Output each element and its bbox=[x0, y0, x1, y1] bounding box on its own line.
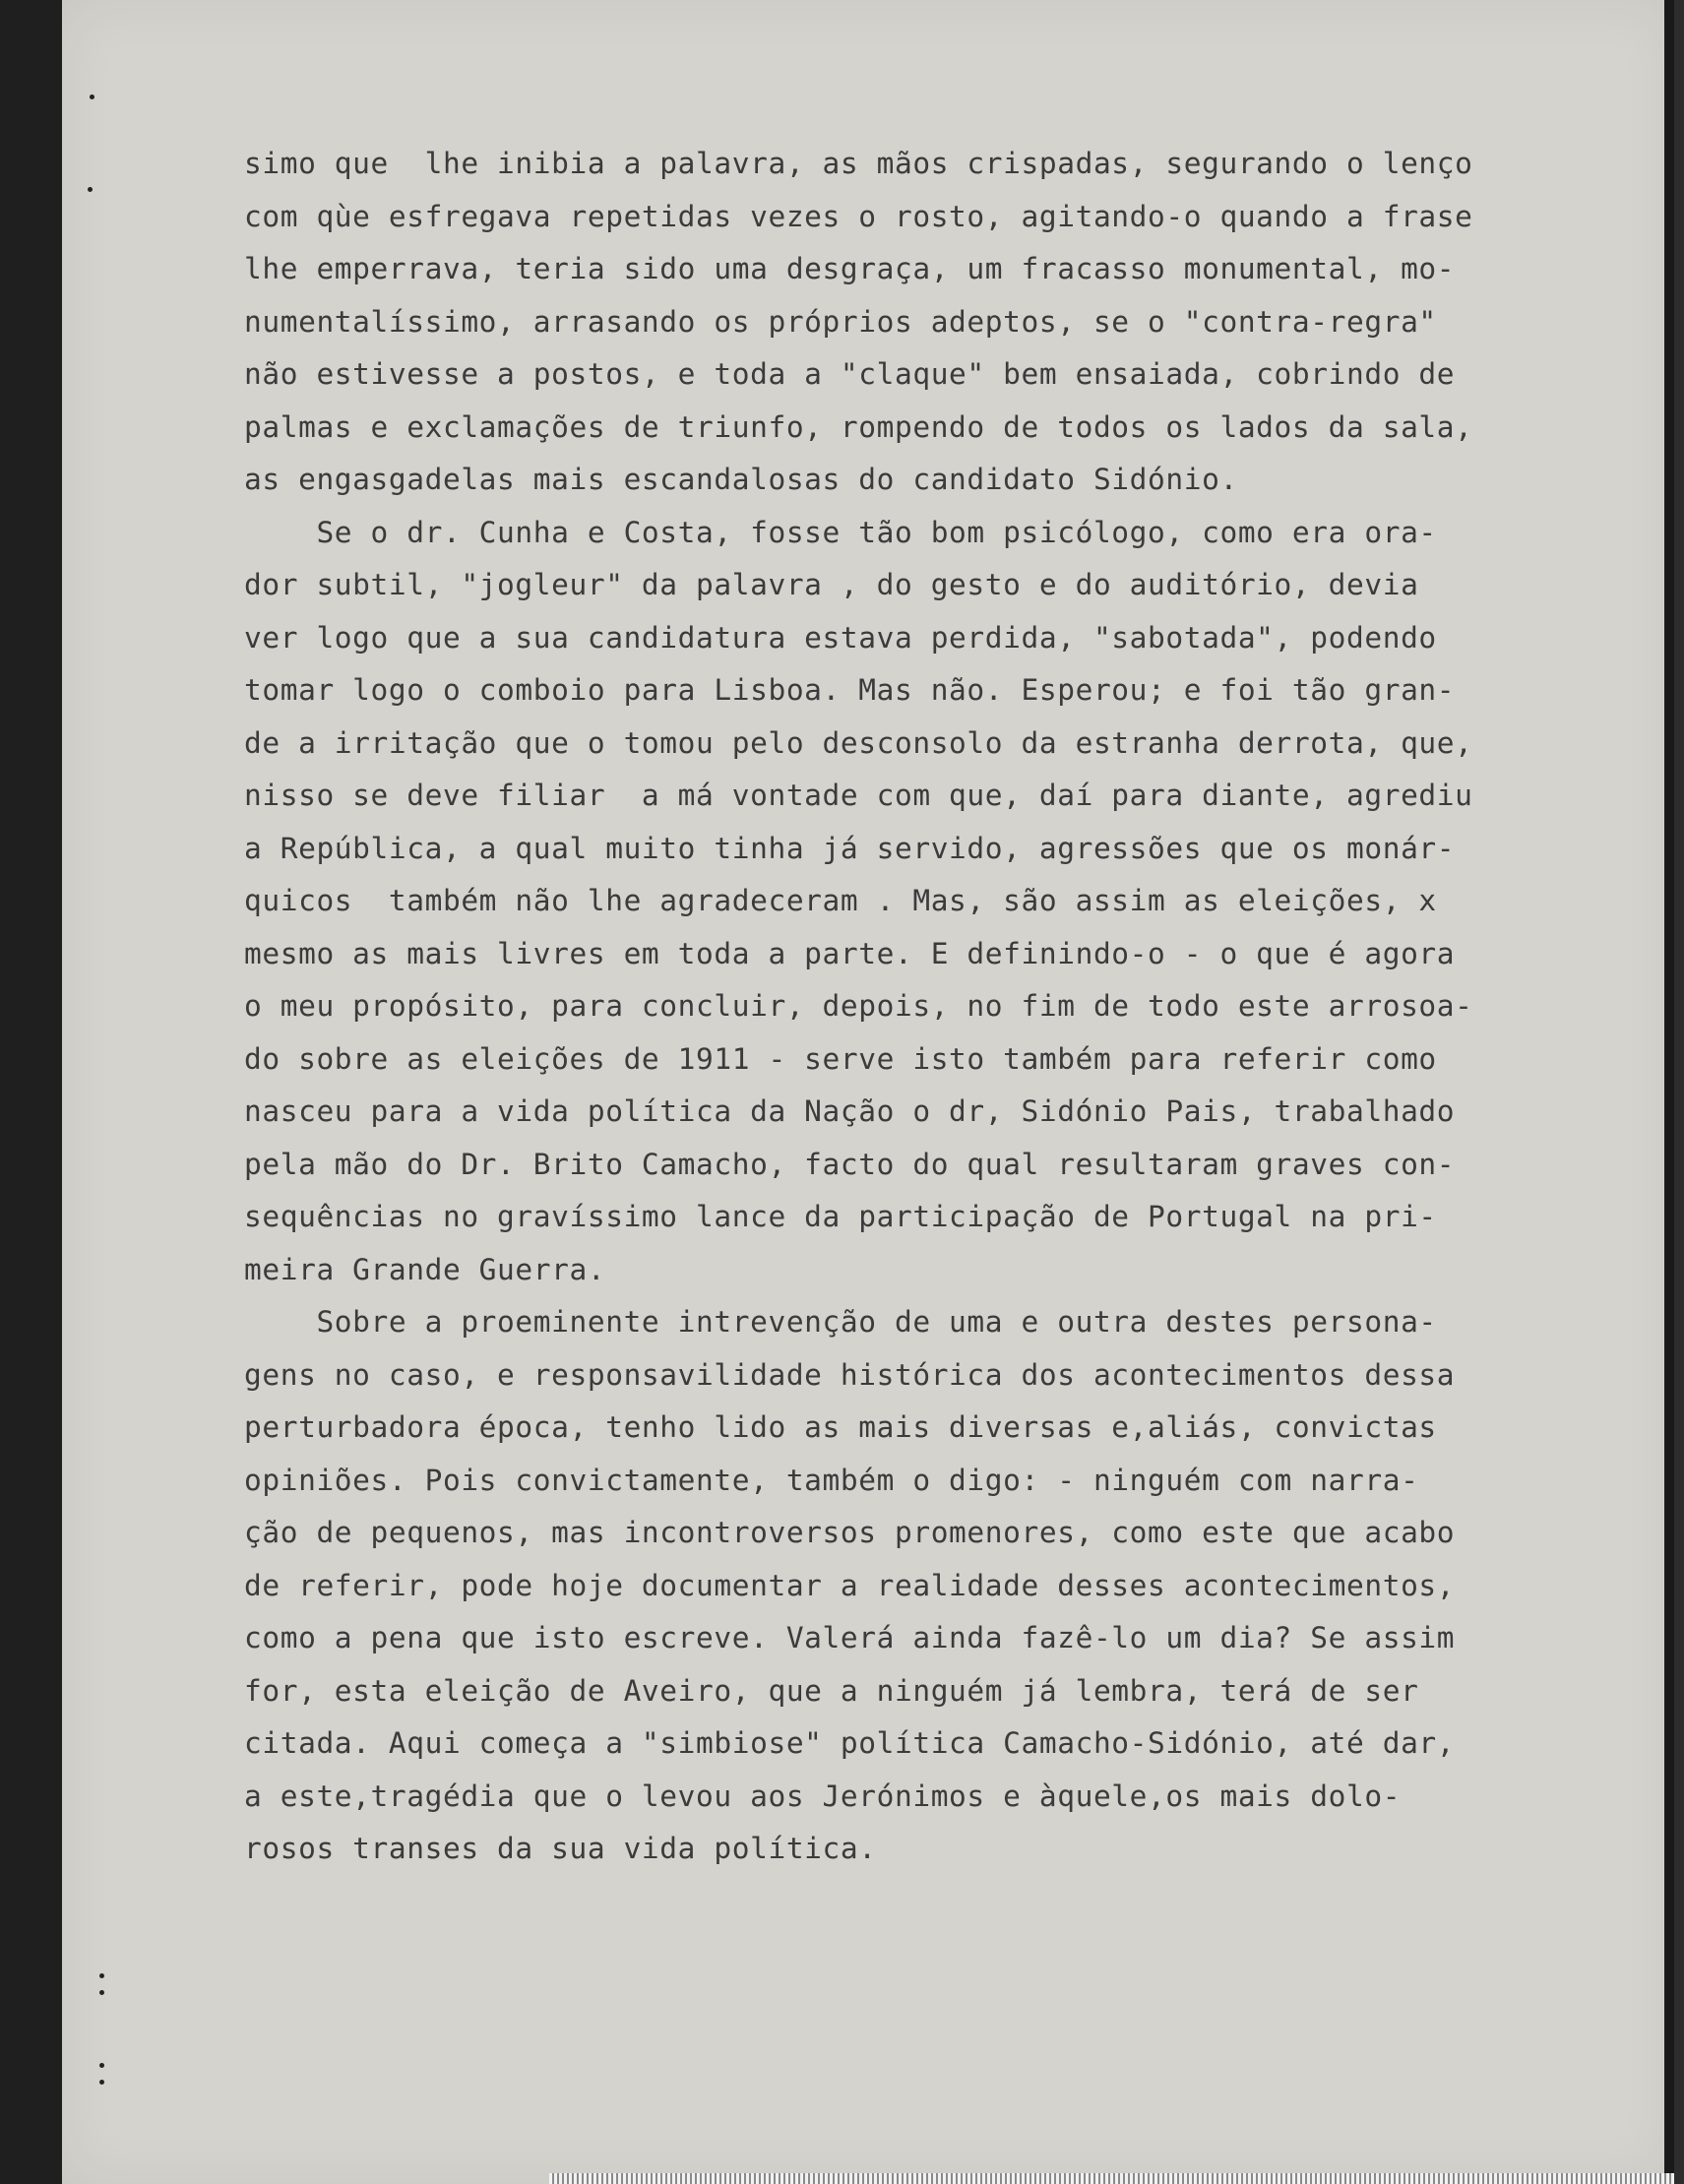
text-line: pela mão do Dr. Brito Camacho, facto do qual resultaram graves con- bbox=[244, 1147, 1456, 1181]
text-line: a este,tragédia que o levou aos Jerónimos e àquele,os mais dolo- bbox=[244, 1778, 1402, 1813]
text-line: meira Grande Guerra. bbox=[244, 1252, 606, 1286]
text-line: palmas e exclamações de triunfo, rompendo de todos os lados da sala, bbox=[244, 409, 1473, 444]
scan-right-border bbox=[1664, 0, 1674, 2184]
text-line: opiniões. Pois convictamente, também o digo: - ninguém com narra- bbox=[244, 1463, 1419, 1497]
text-line: ção de pequenos, mas incontroversos promenores, como este que acabo bbox=[244, 1516, 1456, 1549]
text-line: Se o dr. Cunha e Costa, fosse tão bom psicólogo, como era ora- bbox=[244, 515, 1437, 549]
text-line: com qùe esfregava repetidas vezes o rosto, agitando-o quando a frase bbox=[244, 199, 1473, 233]
text-line: simo que lhe inibia a palavra, as mãos crispadas, segurando o lenço bbox=[244, 147, 1473, 180]
text-line: as engasgadelas mais escandalosas do candidato Sidónio. bbox=[244, 463, 1238, 496]
margin-punch-mark bbox=[88, 187, 93, 192]
text-line: nasceu para a vida política da Nação o dr, Sidónio Pais, trabalhado bbox=[244, 1094, 1456, 1128]
text-line: como a pena que isto escreve. Valerá ainda fazê-lo um dia? Se assim bbox=[244, 1621, 1456, 1654]
text-line: lhe emperrava, teria sido uma desgraça, um fracasso monumental, mo- bbox=[244, 252, 1456, 285]
text-line: gens no caso, e responsavilidade histórica dos acontecimentos dessa bbox=[244, 1357, 1456, 1392]
text-line: quicos também não lhe agradeceram . Mas, são assim as eleições, x bbox=[244, 884, 1437, 917]
margin-punch-mark bbox=[99, 1973, 104, 1978]
margin-punch-mark bbox=[99, 2063, 104, 2068]
text-line: de referir, pode hoje documentar a realidade desses acontecimentos, bbox=[244, 1568, 1456, 1602]
scan-left-border bbox=[0, 0, 62, 2184]
text-line: nisso se deve filiar a má vontade com que, daí para diante, agrediu bbox=[244, 779, 1473, 812]
text-line: tomar logo o comboio para Lisboa. Mas não. Esperou; e foi tão gran- bbox=[244, 673, 1456, 707]
text-line: sequências no gravíssimo lance da participação de Portugal na pri- bbox=[244, 1200, 1437, 1233]
text-line: mesmo as mais livres em toda a parte. E definindo-o - o que é agora bbox=[244, 936, 1456, 970]
text-line: do sobre as eleições de 1911 - serve isto também para referir como bbox=[244, 1041, 1437, 1076]
margin-punch-mark bbox=[99, 1990, 104, 1995]
text-line: citada. Aqui começa a "simbiose" política Camacho-Sidónio, até dar, bbox=[244, 1726, 1456, 1760]
text-line: ver logo que a sua candidatura estava perdida, "sabotada", podendo bbox=[244, 620, 1437, 655]
typewritten-text bbox=[244, 138, 1553, 1876]
text-line: não estivesse a postos, e toda a "claque" bem ensaiada, cobrindo de bbox=[244, 357, 1456, 391]
text-line: de a irritação que o tomou pelo desconsolo da estranha derrota, que, bbox=[244, 725, 1473, 760]
margin-punch-mark bbox=[90, 94, 94, 99]
scan-color-scale-strip bbox=[549, 2173, 1674, 2184]
text-line: Sobre a proeminente intrevenção de uma e outra destes persona- bbox=[244, 1305, 1437, 1339]
text-line: o meu propósito, para concluir, depois, no fim de todo este arrosoa- bbox=[244, 989, 1473, 1023]
text-line: for, esta eleição de Aveiro, que a ninguém já lembra, terá de ser bbox=[244, 1673, 1419, 1708]
text-line: rosos transes da sua vida política. bbox=[244, 1832, 877, 1865]
margin-punch-mark bbox=[99, 2080, 104, 2085]
text-line: perturbadora época, tenho lido as mais diversas e,aliás, convictas bbox=[244, 1410, 1437, 1444]
text-line: numentalíssimo, arrasando os próprios adeptos, se o "contra-regra" bbox=[244, 304, 1437, 339]
text-line: a República, a qual muito tinha já servido, agressões que os monár- bbox=[244, 831, 1456, 865]
text-line: dor subtil, "jogleur" da palavra , do gesto e do auditório, devia bbox=[244, 568, 1419, 601]
